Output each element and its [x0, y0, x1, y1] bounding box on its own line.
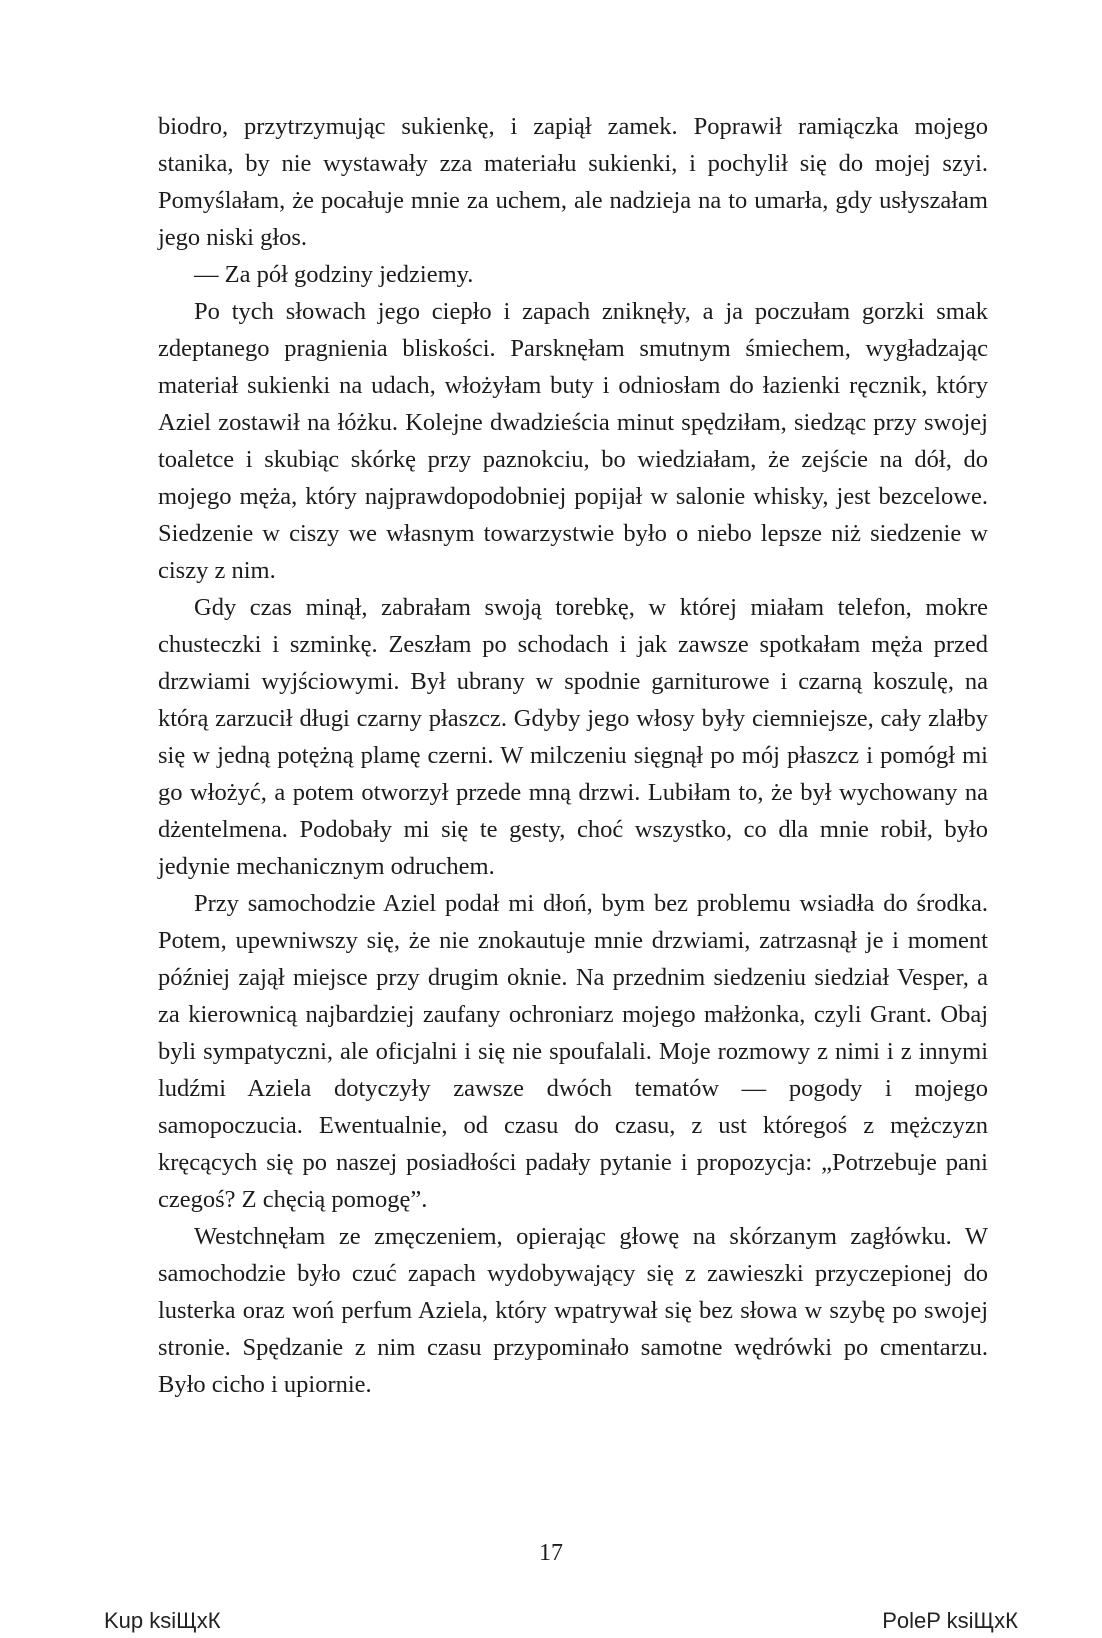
- body-text: [158, 108, 988, 1403]
- page-number: 17: [539, 1540, 563, 1566]
- recommend-book-link[interactable]: PoleP ksiЩхК: [882, 1608, 1018, 1633]
- paragraph: Gdy czas minął, zabrałam swoją torebkę, w której miałam telefon, mokre chusteczki i szminkę. Zeszłam po schodach i jak zawsze spotkałam męża przed drzwiami wyjściowymi. Był ubrany w spodnie garniturowe i czarną koszulę, na którą zarzucił długi czarny płaszcz. Gdyby jego włosy były ciemniejsze, cały zlałby się w jedną potężną plamę czerni. W milczeniu sięgnął po mój płaszcz i pomógł mi go włożyć, a potem otworzył przede mną drzwi. Lubiłam to, że był wychowany na dżentelmena. Podobały mi się te gesty, choć wszystko, co dla mnie robił, było jedynie mechanicznym odruchem.: [158, 594, 988, 880]
- buy-book-link[interactable]: Kup ksiЩхК: [104, 1608, 221, 1633]
- paragraph: — Za pół godziny jedziemy.: [194, 261, 474, 288]
- paragraph: Westchnęłam ze zmęczeniem, opierając głowę na skórzanym zagłówku. W samochodzie było czuć zapach wydobywający się z zawieszki przyczepionej do lusterka oraz woń perfum Aziela, który wpatrywał się bez słowa w szybę po swojej stronie. Spędzanie z nim czasu przypominało samotne wędrówki po cmentarzu. Było cicho i upiornie.: [158, 1223, 988, 1398]
- paragraph: biodro, przytrzymując sukienkę, i zapiął zamek. Poprawił ramiączka mojego stanika, by nie wystawały zza materiału sukienki, i pochylił się do mojej szyi. Pomyślałam, że pocałuje mnie za uchem, ale nadzieja na to umarła, gdy usłyszałam jego niski głos.: [158, 113, 988, 251]
- paragraph: Po tych słowach jego ciepło i zapach zniknęły, a ja poczułam gorzki smak zdeptanego pragnienia bliskości. Parsknęłam smutnym śmiechem, wygładzając materiał sukienki na udach, włożyłam buty i odniosłam do łazienki ręcznik, który Aziel zostawił na łóżku. Kolejne dwadzieścia minut spędziłam, siedząc przy swojej toaletce i skubiąc skórkę przy paznokciu, bo wiedziałam, że zejście na dół, do mojego męża, który najprawdopodobniej popijał w salonie whisky, jest bezcelowe. Siedzenie w ciszy we własnym towarzystwie było o niebo lepsze niż siedzenie w ciszy z nim.: [158, 298, 988, 584]
- paragraph: Przy samochodzie Aziel podał mi dłoń, bym bez problemu wsiadła do środka. Potem, upewniwszy się, że nie znokautuje mnie drzwiami, zatrzasnął je i moment później zajął miejsce przy drugim oknie. Na przednim siedzeniu siedział Vesper, a za kierownicą najbardziej zaufany ochroniarz mojego małżonka, czyli Grant. Obaj byli sympatyczni, ale oficjalni i się nie spoufalali. Moje rozmowy z nimi i z innymi ludźmi Aziela dotyczyły zawsze dwóch tematów — pogody i mojego samopoczucia. Ewentualnie, od czasu do czasu, z ust któregoś z mężczyzn kręcących się po naszej posiadłości padały pytanie i propozycja: „Potrzebuje pani czegoś? Z chęcią pomogę”.: [158, 890, 988, 1213]
